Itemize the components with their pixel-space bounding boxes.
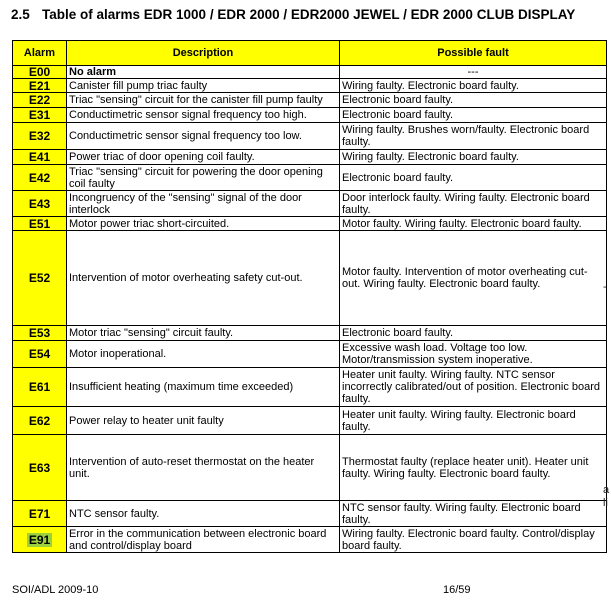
alarm-description: No alarm: [67, 66, 340, 79]
alarm-fault: ---: [340, 66, 607, 79]
table-row: [13, 341, 607, 368]
alarm-description: Triac "sensing" circuit for the canister fill pump faulty: [67, 93, 340, 108]
alarm-fault: Electronic board faulty.: [340, 108, 607, 123]
alarm-code: [13, 527, 67, 553]
alarm-fault: Motor faulty. Wiring faulty. Electronic board faulty.: [340, 217, 607, 231]
table-row: [13, 407, 607, 435]
footer-page-number: 16/59: [443, 584, 471, 596]
table-row: [13, 191, 607, 217]
alarm-code: E41: [13, 150, 67, 165]
alarm-description: Motor inoperational.: [67, 341, 340, 368]
table-row: [13, 123, 607, 150]
table-row: [13, 108, 607, 123]
alarm-fault: Wiring faulty. Brushes worn/faulty. Electronic board faulty.: [340, 123, 607, 150]
table-row: [13, 79, 607, 93]
alarm-code: E61: [13, 368, 67, 407]
alarm-fault: Door interlock faulty. Wiring faulty. Electronic board faulty.: [340, 191, 607, 217]
alarm-description: Canister fill pump triac faulty: [67, 79, 340, 93]
alarm-code: E31: [13, 108, 67, 123]
table-row: [13, 66, 607, 79]
page-edge-mark: li: [603, 497, 608, 509]
alarm-code: E42: [13, 165, 67, 191]
table-row: [13, 435, 607, 501]
alarm-fault: Electronic board faulty.: [340, 165, 607, 191]
alarm-fault: Heater unit faulty. Wiring faulty. Electronic board faulty.: [340, 407, 607, 435]
footer-doc-ref: SOI/ADL 2009-10: [12, 584, 99, 596]
alarm-code: E21: [13, 79, 67, 93]
page-edge-mark: -: [603, 281, 607, 293]
section-title: Table of alarms EDR 1000 / EDR 2000 / EDR2000 JEWEL / EDR 2000 CLUB DISPLAY: [42, 7, 576, 22]
table-header-row: [13, 41, 607, 66]
table-row: [13, 93, 607, 108]
alarm-code: E62: [13, 407, 67, 435]
alarm-description: Insufficient heating (maximum time exceeded): [67, 368, 340, 407]
alarm-fault: Wiring faulty. Electronic board faulty.: [340, 79, 607, 93]
alarm-fault: Thermostat faulty (replace heater unit). Heater unit faulty. Wiring faulty. Electronic board faulty.: [340, 435, 607, 501]
alarm-code: E22: [13, 93, 67, 108]
table-row: [13, 527, 607, 553]
header-description: Description: [67, 41, 340, 66]
alarm-description: Intervention of auto-reset thermostat on the heater unit.: [67, 435, 340, 501]
alarm-description: Motor triac "sensing" circuit faulty.: [67, 326, 340, 341]
alarm-code: E71: [13, 501, 67, 527]
alarm-fault: Wiring faulty. Electronic board faulty.: [340, 150, 607, 165]
alarm-code: E54: [13, 341, 67, 368]
alarm-fault: Heater unit faulty. Wiring faulty. NTC sensor incorrectly calibrated/out of position. Electronic board faulty.: [340, 368, 607, 407]
table-row: [13, 501, 607, 527]
alarm-description: Motor power triac short-circuited.: [67, 217, 340, 231]
alarm-code: E43: [13, 191, 67, 217]
alarm-description: Incongruency of the "sensing" signal of the door interlock: [67, 191, 340, 217]
alarm-fault: Electronic board faulty.: [340, 326, 607, 341]
table-row: [13, 217, 607, 231]
header-possible-fault: Possible fault: [340, 41, 607, 66]
alarm-code: E52: [13, 231, 67, 326]
alarm-description: NTC sensor faulty.: [67, 501, 340, 527]
highlighted-code: E91: [28, 532, 51, 547]
alarm-fault: Excessive wash load. Voltage too low. Motor/transmission system inoperative.: [340, 341, 607, 368]
alarm-code: E63: [13, 435, 67, 501]
alarm-code: E51: [13, 217, 67, 231]
alarm-description: Error in the communication between electronic board and control/display board: [67, 527, 340, 553]
alarm-fault: Wiring faulty. Electronic board faulty. Control/display board faulty.: [340, 527, 607, 553]
table-row: [13, 326, 607, 341]
alarm-code: E00: [13, 66, 67, 79]
section-number: 2.5: [11, 7, 30, 22]
alarm-fault: Electronic board faulty.: [340, 93, 607, 108]
header-alarm: Alarm: [13, 41, 67, 66]
alarm-description: Triac "sensing" circuit for powering the door opening coil faulty: [67, 165, 340, 191]
alarms-table: [12, 40, 610, 553]
alarm-code: E53: [13, 326, 67, 341]
table-row: [13, 165, 607, 191]
table-row: [13, 150, 607, 165]
alarm-description: Conductimetric sensor signal frequency too low.: [67, 123, 340, 150]
alarm-description: Power triac of door opening coil faulty.: [67, 150, 340, 165]
alarm-fault: Motor faulty. Intervention of motor overheating cut-out. Wiring faulty. Electronic board faulty.: [340, 231, 607, 326]
alarm-description: Intervention of motor overheating safety cut-out.: [67, 231, 340, 326]
section-heading: [11, 7, 575, 22]
alarm-fault: NTC sensor faulty. Wiring faulty. Electronic board faulty.: [340, 501, 607, 527]
page-edge-mark: a: [603, 484, 610, 496]
alarm-description: Power relay to heater unit faulty: [67, 407, 340, 435]
alarm-description: Conductimetric sensor signal frequency too high.: [67, 108, 340, 123]
table-row: [13, 368, 607, 407]
alarm-code: E32: [13, 123, 67, 150]
table-row: [13, 231, 607, 326]
